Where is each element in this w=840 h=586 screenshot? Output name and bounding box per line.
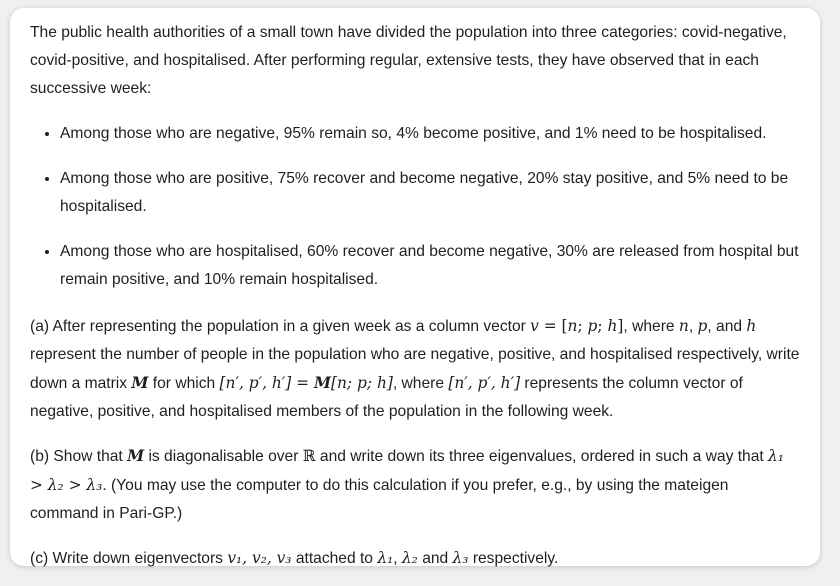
math-p: p (697, 317, 708, 335)
math-matrix-m: M (313, 374, 332, 392)
math-next-vector: [n′, p′, h′] (219, 374, 292, 392)
math-sep: ; (597, 317, 608, 335)
math-equals: = (291, 374, 314, 392)
math-close: ] (617, 317, 624, 335)
part-a-text-4: for which (148, 375, 220, 392)
part-b-text-3: and write down its three eigenvalues, ordered in such a way that (315, 448, 769, 465)
part-b-text-2: is diagonalisable over (144, 448, 303, 465)
math-lambda-1: λ₁ (377, 549, 394, 567)
part-a (30, 312, 800, 426)
transition-list (30, 119, 800, 294)
part-a-text-6: represents the column vector of negative, positive, and hospitalised members of the population in the following week. (30, 375, 743, 420)
math-lambda-3: λ₃ (452, 549, 469, 567)
math-equals: = [ (538, 317, 568, 335)
math-h: h (607, 317, 618, 335)
comma: , (393, 550, 402, 567)
math-sep: ; (577, 317, 588, 335)
math-h: h (746, 317, 757, 335)
part-a-text-1: (a) After representing the population in a given week as a column vector (30, 318, 531, 335)
part-a-text-3: represent the number of people in the population who are negative, positive, and hospitalised respectively, write down a matrix (30, 346, 800, 392)
part-c-text-3: and (417, 550, 453, 567)
math-next-vector: [n′, p′, h′] (448, 374, 521, 392)
comma: , (688, 318, 698, 335)
bullet-positive: • Among those who are positive, 75% recover and become negative, 20% stay positive, and 5% need to be hospitalised. (60, 164, 800, 221)
part-c-text-4: respectively. (468, 550, 559, 567)
bullet-hospitalised: • Among those who are hospitalised, 60% recover and become negative, 30% are released from hospital but remain positive, and 10% remain hospitalised. (60, 237, 800, 294)
math-reals: ℝ (302, 447, 316, 465)
math-matrix-m: M (131, 374, 149, 392)
math-n: n (678, 317, 689, 335)
part-b (30, 442, 800, 528)
math-eigenvectors: v₁, v₂, v₃ (227, 549, 292, 567)
math-matrix-m: M (127, 447, 145, 465)
part-c-text-1: (c) Write down eigenvectors (30, 550, 228, 567)
part-a-text-5: , where (392, 375, 449, 392)
part-b-text-4: . (You may use the computer to do this calculation if you prefer, e.g., by using the mateigen command in Pari-GP.) (30, 477, 729, 522)
part-a-text-2: , where (623, 318, 679, 335)
bullet-negative: • Among those who are negative, 95% remain so, 4% become positive, and 1% need to be hospitalised. (60, 119, 800, 148)
math-lambda-2: λ₂ (401, 549, 418, 567)
part-c (30, 544, 800, 573)
math-n: n (567, 317, 578, 335)
math-eigenvalue-order: λ₁ > λ₂ > λ₃ (30, 447, 784, 494)
part-c-text-2: attached to (291, 550, 378, 567)
intro-paragraph: The public health authorities of a small town have divided the population into three categories: covid-negative, covid-positive, and hospitalised. After performing regular, extensive tests, they have observed that in each successive week: (30, 24, 787, 97)
math-current-vector: [n; p; h] (331, 374, 393, 392)
math-p: p (587, 317, 598, 335)
math-v: v (530, 317, 539, 335)
and-text: , and (707, 318, 747, 335)
problem-card (10, 8, 820, 566)
part-b-text-1: (b) Show that (30, 448, 128, 465)
